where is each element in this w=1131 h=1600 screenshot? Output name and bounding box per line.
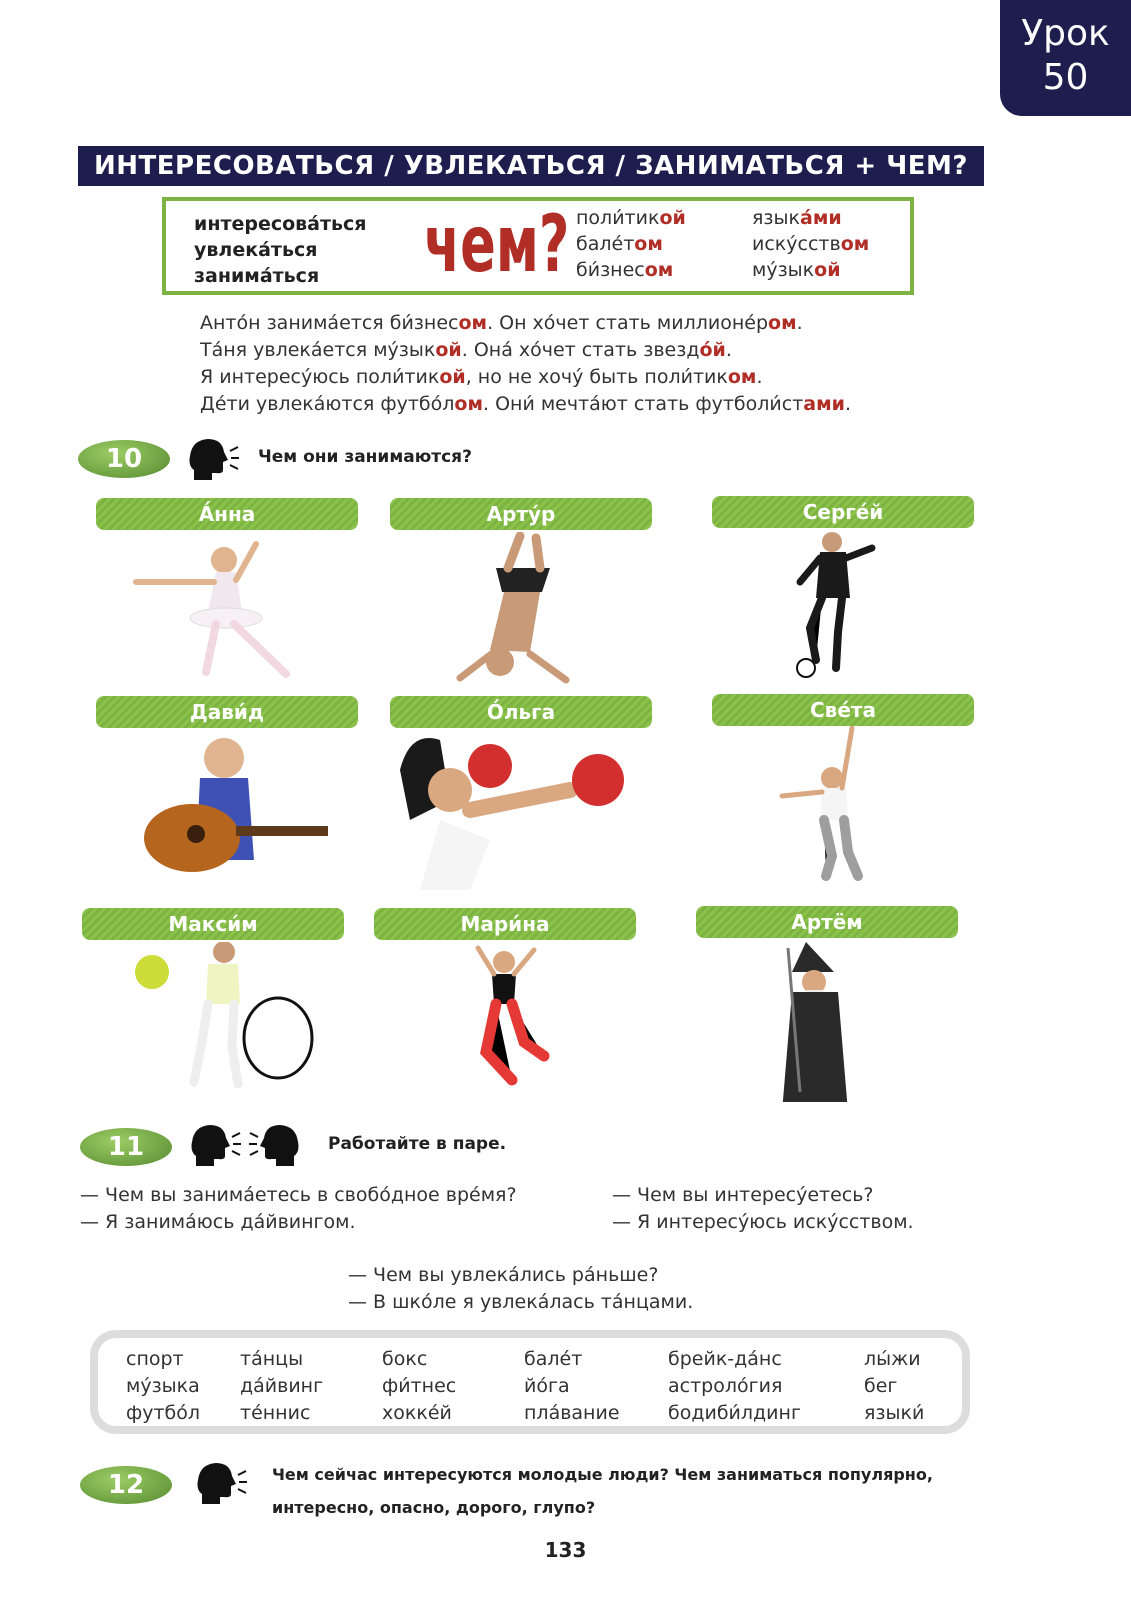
verb: увлека́ться — [194, 239, 318, 261]
person-name: О́льга — [390, 696, 652, 728]
exercise-title-10: Чем они занимаются? — [258, 447, 472, 467]
vocab-column: лы́жи бег языки́ — [864, 1348, 925, 1424]
vocab-column: бокс фи́тнес хокке́й — [382, 1348, 457, 1424]
forms-col-2 — [752, 205, 869, 283]
form: му́зыкой — [752, 259, 841, 281]
form: иску́сством — [752, 233, 870, 255]
dialog-3: — Чем вы увлека́лись ра́ньше? — В шко́ле я увлека́лась та́нцами. — [348, 1264, 694, 1313]
speaking-head-icon — [188, 1122, 242, 1168]
example-line: Анто́н занима́ется би́знесом. Он хо́чет стать миллионе́ром. — [200, 312, 803, 334]
exercise-badge-10: 10 — [78, 440, 170, 478]
boxer-image — [390, 730, 652, 890]
grammar-box — [162, 197, 914, 295]
person-name: Артём — [696, 906, 958, 938]
ballet-dancer-image — [96, 532, 358, 692]
lesson-number: 50 — [1042, 57, 1089, 98]
speaking-head-mirrored-icon — [248, 1122, 302, 1168]
person-name: Мари́на — [374, 908, 636, 940]
vocab-column: спорт му́зыка футбо́л — [126, 1348, 201, 1424]
form: бале́том — [576, 233, 663, 255]
vocab-column: бале́т йо́га пла́вание — [524, 1348, 620, 1424]
example-line: Я интересу́юсь поли́тикой, но не хочу́ быть поли́тиком. — [200, 366, 763, 388]
grammar-verbs — [194, 211, 366, 289]
breakdancer-image — [390, 532, 652, 692]
forms-col-1 — [576, 205, 686, 283]
example-line: Та́ня увлека́ется му́зыкой. Она́ хо́чет стать звездо́й. — [200, 339, 732, 361]
vocabulary-box — [90, 1330, 970, 1434]
speaking-head-icon — [186, 436, 240, 482]
guitar-boy-image — [96, 730, 358, 890]
exercise-badge-11: 11 — [80, 1128, 172, 1166]
form: языка́ми — [752, 207, 842, 229]
tennis-player-image — [82, 942, 344, 1102]
wizard-image — [696, 942, 958, 1102]
question-word: чем? — [424, 200, 570, 290]
person-name: Макси́м — [82, 908, 344, 940]
exercise-title-12: Чем сейчас интересуются молодые люди? Чем заниматься популярно, интересно, опасно, дорого, глупо? — [272, 1465, 933, 1517]
dialog-1: — Чем вы занима́етесь в свобо́дное вре́мя? — Я занима́юсь да́йвингом. — [80, 1184, 517, 1233]
example-line: Де́ти увлека́ются футбо́лом. Они́ мечта́ют стать футболи́стами. — [200, 393, 851, 415]
footballer-image — [712, 528, 974, 688]
lesson-tab — [1000, 0, 1131, 116]
person-name: А́нна — [96, 498, 358, 530]
page-number: 133 — [544, 1538, 587, 1562]
topic-title: ИНТЕРЕСОВАТЬСЯ / УВЛЕКАТЬСЯ / ЗАНИМАТЬСЯ + ЧЕМ? — [78, 146, 984, 186]
verb: интересова́ться — [194, 213, 367, 235]
lesson-label: Урок — [1021, 13, 1110, 54]
exercise-title-11: Работайте в паре. — [328, 1134, 507, 1154]
jumping-woman-image — [374, 942, 636, 1102]
person-name: Арту́р — [390, 498, 652, 530]
form: би́знесом — [576, 259, 674, 281]
person-name: Серге́й — [712, 496, 974, 528]
exercise-badge-12: 12 — [80, 1466, 172, 1504]
example-sentences — [200, 310, 851, 418]
person-name: Дави́д — [96, 696, 358, 728]
vocab-column: брейк-да́нс астроло́гия бодиби́лдинг — [668, 1348, 801, 1424]
vocab-column: та́нцы да́йвинг те́ннис — [240, 1348, 324, 1424]
speaking-head-icon — [194, 1460, 248, 1506]
dancer-girl-image — [712, 726, 974, 886]
verb: занима́ться — [194, 265, 320, 287]
dialog-2: — Чем вы интересу́етесь? — Я интересу́юсь иску́сством. — [612, 1184, 914, 1233]
form: поли́тикой — [576, 207, 686, 229]
person-name: Све́та — [712, 694, 974, 726]
